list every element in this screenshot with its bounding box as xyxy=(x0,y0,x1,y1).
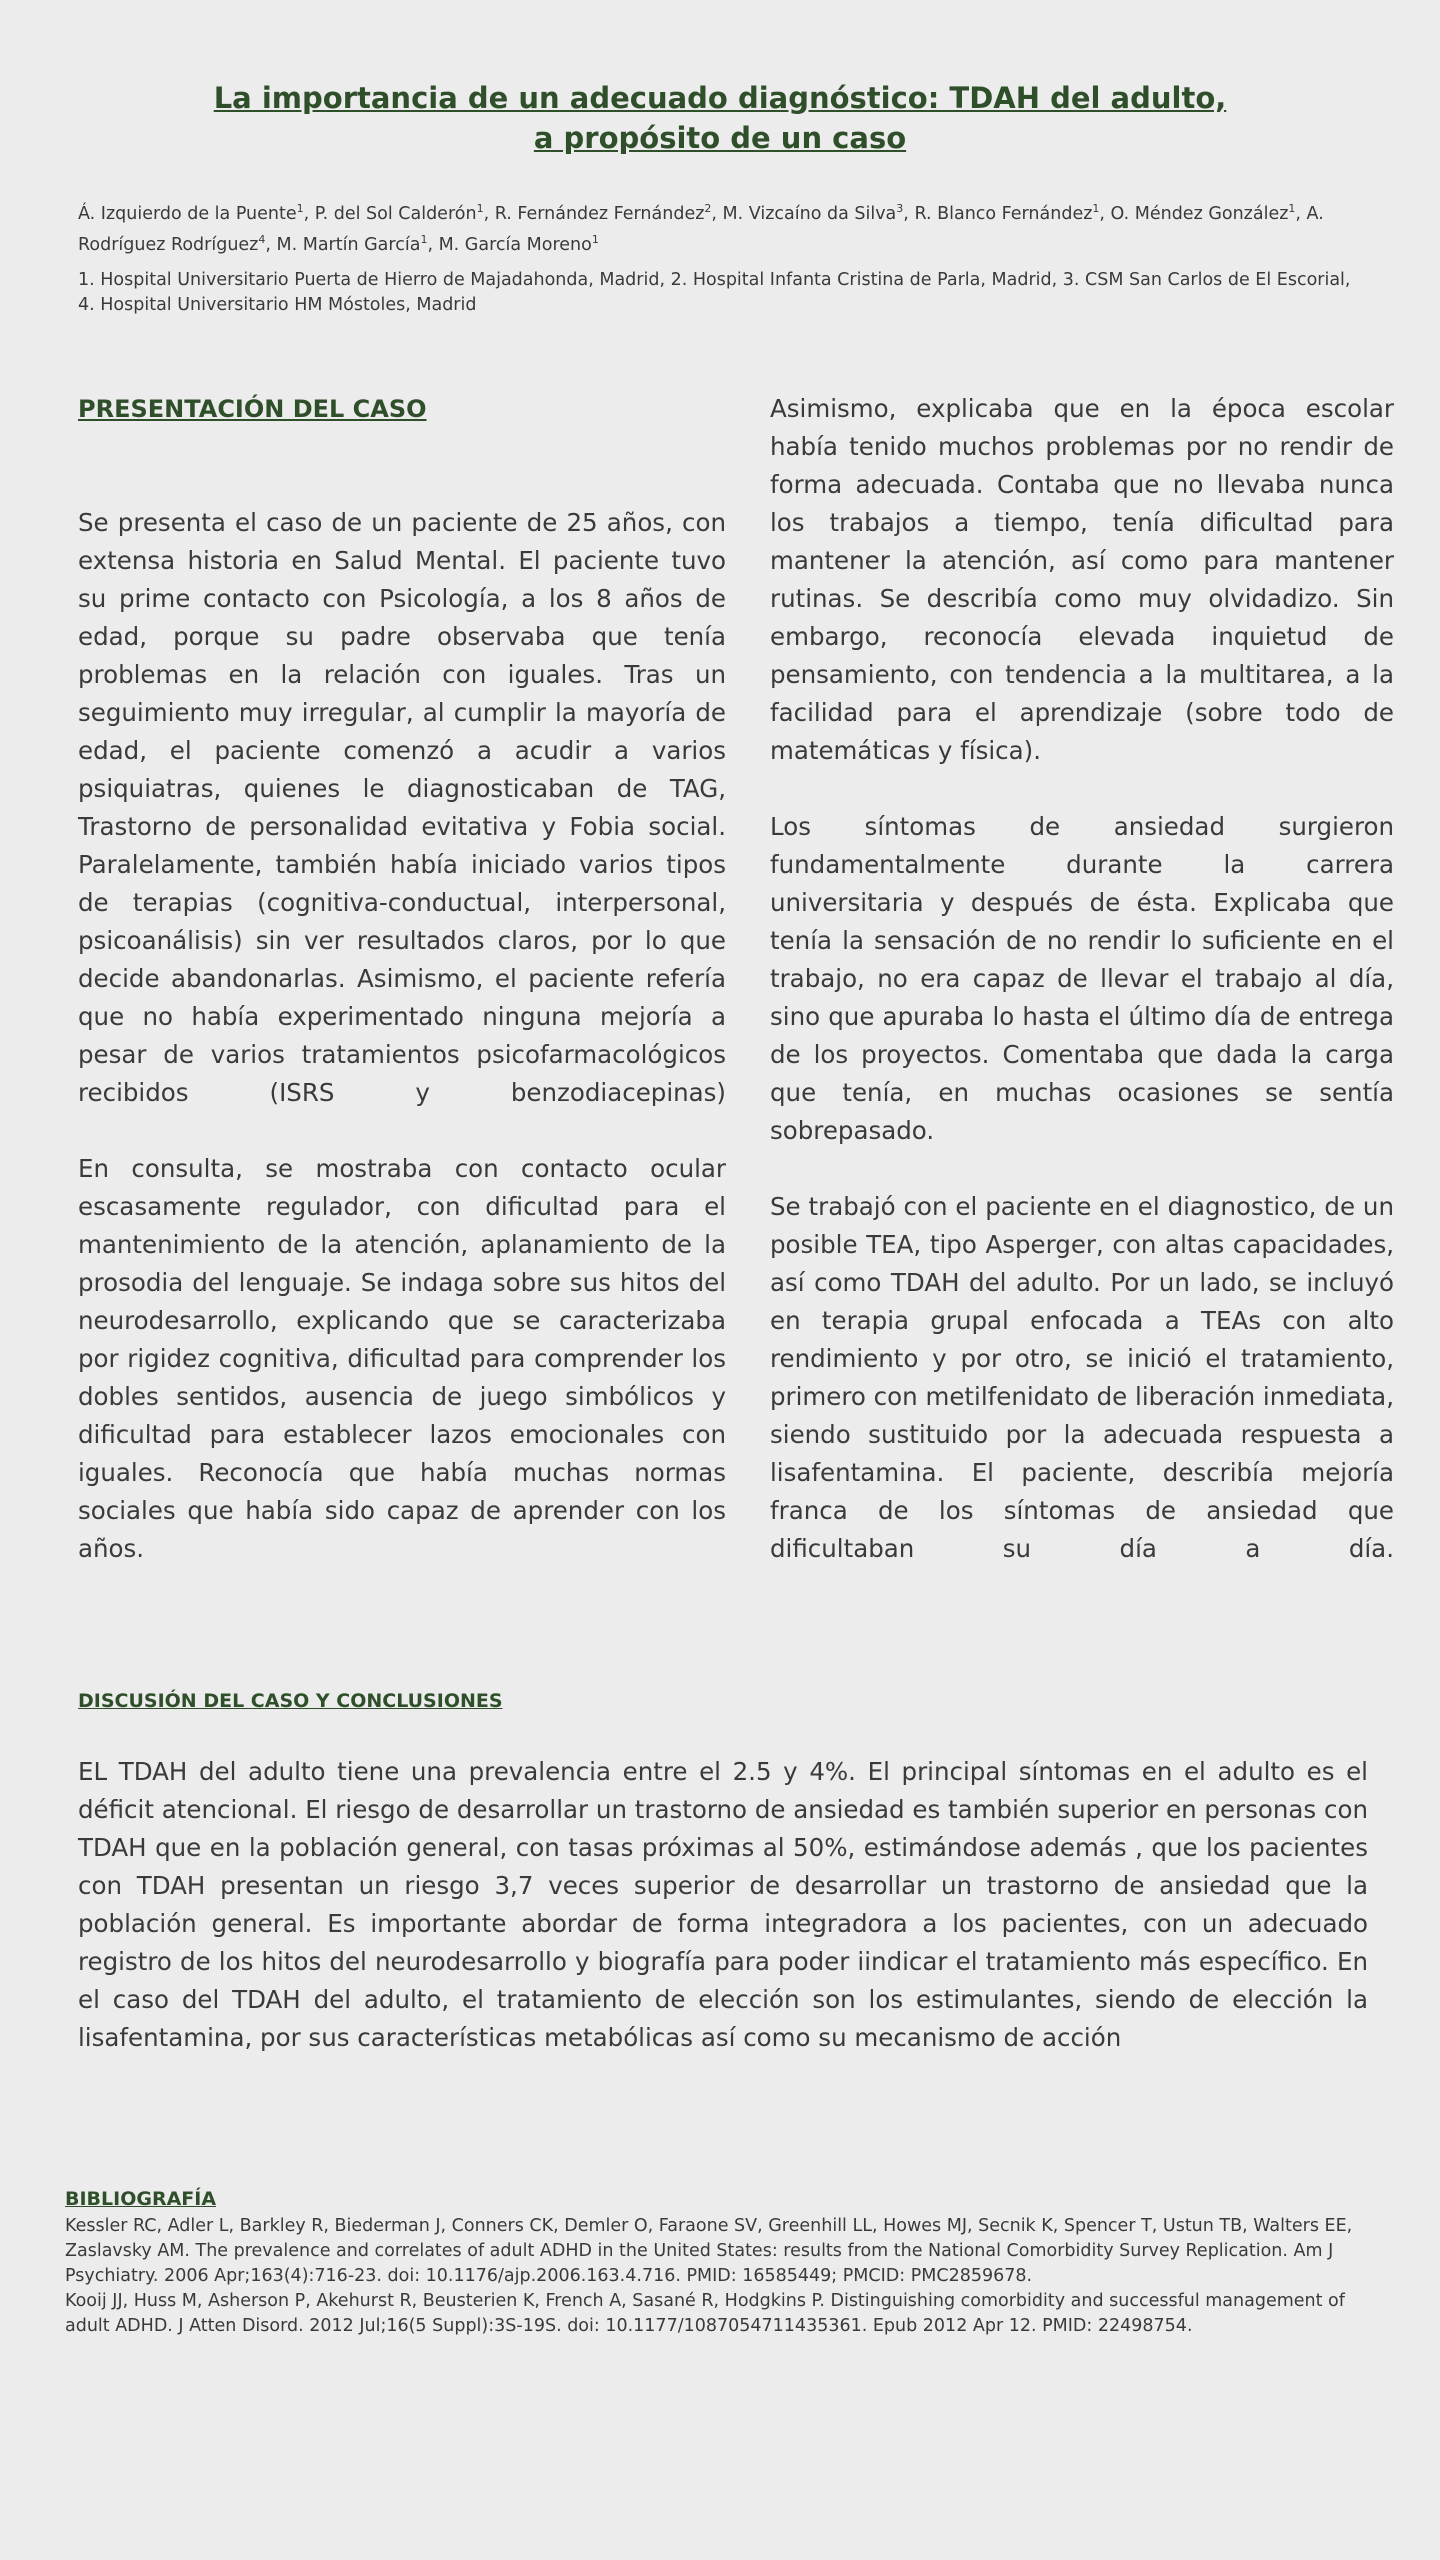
authors-list xyxy=(78,196,1368,258)
author: M. Vizcaíno da Silva$^3$, xyxy=(722,202,915,224)
case-paragraph: Se presenta el caso de un paciente de 25 años, con extensa historia en Salud Mental. El paciente tuvo su prime contacto con Psicología, a los 8 años de edad, porque su padre observaba que tenía problemas en la relación con iguales. Tras un seguimiento muy irregular, al cumplir la mayoría de edad, el paciente comenzó a acudir a varios psiquiatras, quienes le diagnosticaban de TAG, Trastorno de personalidad evitativa y Fobia social. Paralelamente, también había iniciado varios tipos de terapias (cognitiva-conductual, interpersonal, psicoanálisis) sin ver resultados claros, por lo que decide abandonarlas. Asimismo, el paciente refería que no había experimentado ninguna mejoría a pesar de varios tratamientos psicofarmacológicos recibidos (ISRS y benzodiacepinas) xyxy=(78,508,726,1107)
discussion-text: EL TDAH del adulto tiene una prevalencia entre el 2.5 y 4%. El principal síntomas en el adulto es el déficit atencional. El riesgo de desarrollar un trastorno de ansiedad es también superior en personas con TDAH que en la población general, con tasas próximas al 50%, estimándose además , que los pacientes con TDAH presentan un riesgo 3,7 veces superior de desarrollar un trastorno de ansiedad que la población general. Es importante abordar de forma integradora a los pacientes, con un adecuado registro de los hitos del neurodesarrollo y biografía para poder iindicar el tratamiento más específico. En el caso del TDAH del adulto, el tratamiento de elección son los estimulantes, siendo de elección la lisafentamina, por sus características metabólicas así como su mecanismo de acción xyxy=(78,1757,1368,2052)
author: A. Rodríguez Rodríguez$^4$, xyxy=(78,203,1324,255)
bibliography-entry: Kooij JJ, Huss M, Asherson P, Akehurst R, Beusterien K, French A, Sasané R, Hodgkins P. Distinguishing comorbidity and successful management of adult ADHD. J Atten Disord. 2012 Jul;16(5 Suppl):3S-19S. doi: 10.1177/1087054711435361. Epub 2012 Apr 12. PMID: 22498754. xyxy=(65,2291,1345,2336)
author: R. Blanco Fernández$^1$, xyxy=(914,202,1111,224)
author: R. Fernández Fernández$^2$, xyxy=(494,202,723,224)
author: O. Méndez González$^1$, xyxy=(1110,202,1307,224)
author: M. Martín García$^1$, xyxy=(276,232,439,255)
case-right-column xyxy=(770,390,1394,1568)
author: Á. Izquierdo de la Puente$^1$, xyxy=(78,202,315,224)
poster-title: La importancia de un adecuado diagnóstico: TDAH del adulto, a propósito de un caso xyxy=(213,81,1227,155)
bibliography-list xyxy=(65,2214,1355,2339)
author: M. García Moreno$^1$ xyxy=(438,232,599,255)
case-paragraph: Los síntomas de ansiedad surgieron fundamentalmente durante la carrera universitaria y después de ésta. Explicaba que tenía la sensación de no rendir lo suficiente en el trabajo, no era capaz de llevar el trabajo al día, sino que apuraba lo hasta el último día de entrega de los proyectos. Comentaba que dada la carga que tenía, en muchas ocasiones se sentía sobrepasado. xyxy=(770,812,1394,1145)
author: P. del Sol Calderón$^1$, xyxy=(314,202,490,224)
case-paragraph: En consulta, se mostraba con contacto ocular escasamente regulador, con dificultad para el mantenimiento de la atención, aplanamiento de la prosodia del lenguaje. Se indaga sobre sus hitos del neurodesarrollo, explicando que se caracterizaba por rigidez cognitiva, dificultad para comprender los dobles sentidos, ausencia de juego simbólicos y dificultad para establecer lazos emocionales con iguales. Reconocía que había muchas normas sociales que había sido capaz de aprender con los años. xyxy=(78,1154,726,1563)
case-paragraph: Se trabajó con el paciente en el diagnostico, de un posible TEA, tipo Asperger, con altas capacidades, así como TDAH del adulto. Por un lado, se incluyó en terapia grupal enfocada a TEAs con alto rendimiento y por otro, se inició el tratamiento, primero con metilfenidato de liberación inmediata, siendo sustituido por la adecuada respuesta a lisafentamina. El paciente, describía mejoría franca de los síntomas de ansiedad que dificultaban su día a día. xyxy=(770,1192,1394,1563)
discussion-heading: DISCUSIÓN DEL CASO Y CONCLUSIONES xyxy=(78,1690,503,1712)
bibliography-entry: Kessler RC, Adler L, Barkley R, Biederman J, Conners CK, Demler O, Faraone SV, Greenhill LL, Howes MJ, Secnik K, Spencer T, Ustun TB, Walters EE, Zaslavsky AM. The prevalence and correlates of adult ADHD in the United States: results from the National Comorbidity Survey Replication. Am J Psychiatry. 2006 Apr;163(4):716-23. doi: 10.1176/ajp.2006.163.4.716. PMID: 16585449; PMCID: PMC2859678. xyxy=(65,2216,1353,2286)
case-heading: PRESENTACIÓN DEL CASO xyxy=(78,395,427,423)
case-left-column xyxy=(78,390,726,1568)
bibliography-heading: BIBLIOGRAFÍA xyxy=(65,2188,217,2210)
case-paragraph: Asimismo, explicaba que en la época escolar había tenido muchos problemas por no rendir de forma adecuada. Contaba que no llevaba nunca los trabajos a tiempo, tenía dificultad para mantener la atención, así como para mantener rutinas. Se describía como muy olvidadizo. Sin embargo, reconocía elevada inquietud de pensamiento, con tendencia a la multitarea, a la facilidad para el aprendizaje (sobre todo de matemáticas y física). xyxy=(770,394,1394,765)
affiliations: 1. Hospital Universitario Puerta de Hierro de Majadahonda, Madrid, 2. Hospital Infanta Cristina de Parla, Madrid, 3. CSM San Carlos de El Escorial, 4. Hospital Universitario HM Móstoles, Madrid xyxy=(78,270,1351,315)
